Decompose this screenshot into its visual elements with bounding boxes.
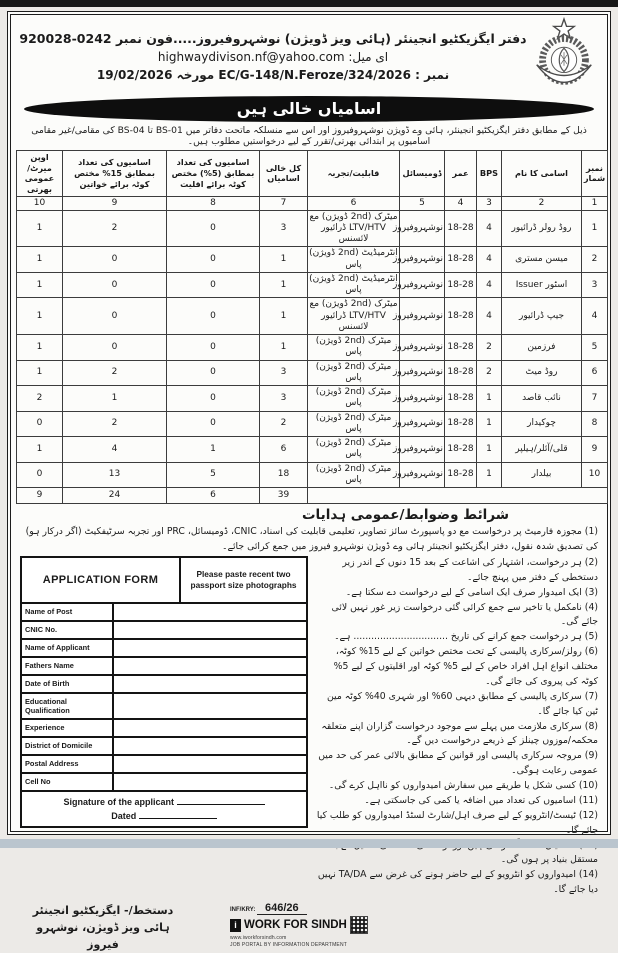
term-item: مستقل بنیاد پر ہوں گی۔ [500, 854, 598, 866]
table-cell: 2 [260, 411, 308, 437]
table-row [17, 462, 608, 488]
table-row [17, 210, 608, 247]
table-cell: میٹرک (2nd ڈویژن) پاس [308, 411, 400, 437]
table-cell: میٹرک (2nd ڈویژن) پاس [308, 335, 400, 361]
form-field-input [114, 756, 306, 772]
table-cell: نوشہروفیروز [400, 210, 445, 247]
table-cell: 1 [477, 437, 502, 463]
form-field-input [114, 738, 306, 754]
col-header-women-quota: اسامیوں کی تعداد بمطابق 15% مختص کوٹہ برائے خواتین [63, 151, 167, 197]
table-row [17, 335, 608, 361]
table-row [17, 247, 608, 273]
col-header-qualification: قابلیت/تجربہ [308, 151, 400, 197]
column-number: 10 [17, 196, 63, 210]
term-item: (10) کسی شکل یا طریقے میں سفارش امیدواروں کو نااہل کرے گی۔ [328, 780, 598, 792]
form-field-label: Educational Qualification [22, 694, 114, 718]
column-number: 2 [502, 196, 582, 210]
table-cell: 1 [477, 462, 502, 488]
form-field-label: Postal Address [22, 756, 114, 772]
form-field-input [114, 640, 306, 656]
table-cell: فرزمین [502, 335, 582, 361]
column-number: 4 [445, 196, 477, 210]
signature-section [22, 790, 306, 826]
term-item: (3) ایک امیدوار صرف ایک اسامی کے لیے درخواست دے سکتا ہے۔ [345, 586, 598, 598]
table-cell: 0 [167, 247, 260, 273]
table-cell: 1 [260, 272, 308, 298]
table-cell: نوشہروفیروز [400, 247, 445, 273]
vacancy-banner: اسامیاں خالی ہیں [24, 96, 594, 122]
ad-frame [7, 11, 611, 952]
form-field-row [22, 620, 306, 638]
table-cell: 0 [63, 298, 167, 335]
form-field-row [22, 602, 306, 620]
table-cell: روڈ میٹ [502, 360, 582, 386]
form-field-row [22, 674, 306, 692]
sindh-emblem-icon [528, 18, 600, 94]
table-cell: نوشہروفیروز [400, 272, 445, 298]
office-title-line: دفتر ایگزیکٹیو انجینئر (ہائی ویز ڈویژن) نوشہروفیروز.....فون نمبر 0242-920028 [19, 30, 527, 46]
table-cell: 0 [167, 335, 260, 361]
form-field-label: Cell No [22, 774, 114, 790]
column-number: 3 [477, 196, 502, 210]
table-cell: میٹرک (2nd ڈویژن) مع LTV/HTV ڈرائیور لائسنس [308, 298, 400, 335]
table-cell: نوشہروفیروز [400, 411, 445, 437]
table-cell: 0 [63, 272, 167, 298]
table-cell: 1 [17, 247, 63, 273]
col-header-open-merit: اوپن میرٹ/عمومی بھرتی [17, 151, 63, 197]
column-number: 8 [167, 196, 260, 210]
ad-footer [14, 898, 604, 953]
table-cell: 1 [17, 335, 63, 361]
table-cell: 1 [17, 437, 63, 463]
table-cell: 18-28 [445, 411, 477, 437]
intro-text: ذیل کے مطابق دفتر ایگزیکٹیو انجینئر، ہائی وے ڈویژن نوشہروفیروز اور اس سے منسلکہ ماتحت دفاتر میں BS-01 تا BS-04 کی مقامی/غیر مقامی اسامیوں پر ابتدائی بھرتی/تقرر کے لیے درخواستیں مطلوب ہیں۔ [31, 125, 587, 147]
table-cell: 2 [63, 411, 167, 437]
table-cell: 1 [17, 360, 63, 386]
table-cell: 0 [167, 386, 260, 412]
term-item: (6) رولز/سرکاری پالیسی کے تحت مختص خواتین کے لیے 15% کوٹہ، مختلف انواع اہل افراد خاص کے لیے 5% کوٹہ اور اقلیتوں کے لیے 5% کوٹہ کی پیروی کی جائے گی۔ [333, 646, 598, 687]
table-cell: 0 [167, 411, 260, 437]
form-field-row [22, 656, 306, 674]
form-field-input [114, 720, 306, 736]
col-header-total-vacancies: کل خالی اسامیاں [260, 151, 308, 197]
column-number: 7 [260, 196, 308, 210]
term-item: (7) سرکاری پالیسی کے مطابق دیہی 60% اور شہری 40% کوٹہ مین ٹین کیا جائے گا۔ [326, 690, 598, 717]
table-row [17, 411, 608, 437]
dated-blank-line [139, 810, 217, 819]
table-cell: 1 [63, 386, 167, 412]
table-cell: میٹرک (2nd ڈویژن) پاس [308, 386, 400, 412]
table-cell: 0 [63, 335, 167, 361]
table-row [17, 298, 608, 335]
table-cell: 1 [17, 298, 63, 335]
photo-instruction-box: Please paste recent two passport size photographs [190, 568, 297, 590]
table-cell: 3 [260, 360, 308, 386]
signature-blank-line [177, 796, 265, 805]
table-cell: میٹرک (2nd ڈویژن) پاس [308, 462, 400, 488]
col-header-minority-quota: اسامیوں کی تعداد بمطابق (5%) مختص کوٹہ برائے اقلیت [167, 151, 260, 197]
table-cell: 1 [260, 298, 308, 335]
office-header [14, 17, 604, 94]
table-cell: نوشہروفیروز [400, 335, 445, 361]
table-cell: 18 [260, 462, 308, 488]
table-cell-total: 6 [167, 488, 260, 504]
table-cell: 18-28 [445, 210, 477, 247]
form-field-label: Experience [22, 720, 114, 736]
table-cell: انٹرمیڈیٹ (2nd ڈویژن) پاس [308, 272, 400, 298]
table-cell-total: 39 [260, 488, 308, 504]
term-item: (4) نامکمل یا تاخیر سے جمع کرائی گئی درخواست زیر غور نہیں لائی جائے گی۔ [331, 601, 598, 628]
form-field-input [114, 622, 306, 638]
signatory-block [28, 902, 178, 953]
form-field-input [114, 676, 306, 692]
table-cell: 2 [477, 360, 502, 386]
table-cell: 18-28 [445, 386, 477, 412]
table-totals-row [17, 488, 608, 504]
table-cell: 0 [167, 360, 260, 386]
form-title: APPLICATION FORM [22, 558, 181, 602]
work-for-sindh-i-icon: i [230, 919, 241, 932]
table-header-row [17, 151, 608, 197]
table-cell: 0 [63, 247, 167, 273]
table-cell: 2 [477, 335, 502, 361]
form-field-label: Fathers Name [22, 658, 114, 674]
table-cell: 1 [17, 272, 63, 298]
table-cell: 0 [17, 462, 63, 488]
form-field-row [22, 692, 306, 718]
form-field-input [114, 604, 306, 620]
table-cell: 3 [582, 272, 608, 298]
reference-number-line: نمبر : EC/G-148/N.Feroze/324/2026 مورخہ 19/02/2026 [96, 67, 450, 82]
office-header-lines [18, 29, 528, 84]
form-field-input [114, 694, 306, 718]
column-number: 5 [400, 196, 445, 210]
table-cell: 18-28 [445, 462, 477, 488]
table-cell: 2 [63, 210, 167, 247]
form-field-label: Name of Post [22, 604, 114, 620]
table-cell: 4 [582, 298, 608, 335]
table-cell: میسن مستری [502, 247, 582, 273]
column-number: 9 [63, 196, 167, 210]
signature-label: Signature of the applicant [63, 796, 174, 807]
table-cell: 10 [582, 462, 608, 488]
table-cell: جیپ ڈرائیور [502, 298, 582, 335]
application-form [20, 556, 308, 828]
table-cell: 4 [477, 298, 502, 335]
table-cell: 0 [167, 272, 260, 298]
vacancy-table [16, 150, 608, 504]
table-cell: 5 [582, 335, 608, 361]
table-cell: 18-28 [445, 272, 477, 298]
table-cell: 1 [477, 386, 502, 412]
table-cell: 1 [260, 247, 308, 273]
form-field-input [114, 774, 306, 790]
qr-code-icon [350, 916, 368, 934]
table-cell: 3 [260, 386, 308, 412]
table-cell: 7 [582, 386, 608, 412]
table-row [17, 437, 608, 463]
table-cell: 5 [167, 462, 260, 488]
table-row [17, 386, 608, 412]
table-cell: نوشہروفیروز [400, 386, 445, 412]
term-item: (1) مجوزہ فارمیٹ پر درخواست مع دو پاسپورٹ سائز تصاویر، تعلیمی قابلیت کی اسناد، CNIC، ڈومیسائل، PRC اور تجربہ سرٹیفکیٹ (اگر درکار ہو) کی تصدیق شدہ نقول، دفتر ایگزیکٹیو انجینئر ہائی وے ڈویژن نوشہرو فیروز میں جمع کرائی جائے۔ [25, 526, 598, 552]
work-for-sindh-text: WORK FOR SINDH [244, 919, 347, 932]
term-item: (11) اسامیوں کی تعداد میں اضافہ یا کمی کی جاسکتی ہے۔ [364, 794, 598, 806]
signatory-office: ہائی ویز ڈویژن، نوشہرو فیروز [36, 921, 170, 952]
table-cell: 13 [63, 462, 167, 488]
table-cell-total: 9 [17, 488, 63, 504]
inf-number-line [230, 902, 368, 914]
form-field-label: Name of Applicant [22, 640, 114, 656]
table-cell: 8 [582, 411, 608, 437]
table-cell: نوشہروفیروز [400, 298, 445, 335]
term-item: (5) ہر درخواست جمع کرانے کی تاریخ ................................ ہے۔ [334, 631, 598, 643]
table-cell: 0 [167, 298, 260, 335]
table-cell: 1 [167, 437, 260, 463]
form-field-row [22, 772, 306, 790]
table-cell: نوشہروفیروز [400, 437, 445, 463]
term-item: (2) ہر درخواست، اشتہار کی اشاعت کے بعد 15 دنوں کے اندر زیر دستخطی کے دفتر میں پہنچ جائے۔ [342, 556, 598, 583]
table-cell-total: 24 [63, 488, 167, 504]
table-row [17, 360, 608, 386]
table-cell: 2 [582, 247, 608, 273]
table-cell: میٹرک (2nd ڈویژن) پاس [308, 360, 400, 386]
col-header-post-name: اسامی کا نام [502, 151, 582, 197]
form-field-row [22, 736, 306, 754]
col-header-age: عمر [445, 151, 477, 197]
table-cell: 18-28 [445, 437, 477, 463]
term-item: (8) سرکاری ملازمت میں پہلے سے موجود درخواست گزاران اپنے متعلقہ محکمہ/موزوں چینلز کے ذریعے درخواست دیں گے۔ [321, 720, 598, 747]
table-cell: 18-28 [445, 360, 477, 386]
signatory-title: دستخط/- ایگزیکٹیو انجینئر [32, 904, 174, 918]
inf-label: INF/KRY: [230, 907, 256, 914]
table-cell: 18-28 [445, 298, 477, 335]
terms-heading: شرائط وضوابط/عمومی ہدایات [301, 507, 509, 524]
form-field-row [22, 754, 306, 772]
table-cell: میٹرک (2nd ڈویژن) مع LTV/HTV ڈرائیور لائسنس [308, 210, 400, 247]
table-cell: 6 [582, 360, 608, 386]
table-cell: 4 [477, 210, 502, 247]
table-cell: 0 [167, 210, 260, 247]
table-cell: 4 [477, 247, 502, 273]
table-cell: 3 [260, 210, 308, 247]
table-cell: 18-28 [445, 335, 477, 361]
form-field-label: CNIC No. [22, 622, 114, 638]
table-cell: اسٹور Issuer [502, 272, 582, 298]
table-cell: میٹرک (2nd ڈویژن) پاس [308, 437, 400, 463]
form-field-label: Date of Birth [22, 676, 114, 692]
table-cell: نوشہروفیروز [400, 360, 445, 386]
table-cell: 1 [582, 210, 608, 247]
table-cell: 1 [17, 210, 63, 247]
term-item: (12) ٹیسٹ/انٹرویو کے لیے صرف اہل/شارٹ لسٹڈ امیدواروں کو طلب کیا جائے گا۔ [316, 809, 598, 836]
form-field-row [22, 718, 306, 736]
col-header-domicile: ڈومیسائل [400, 151, 445, 197]
table-cell: 0 [17, 411, 63, 437]
table-cell: 2 [63, 360, 167, 386]
table-cell: انٹرمیڈیٹ (2nd ڈویژن) پاس [308, 247, 400, 273]
col-header-bps: BPS [477, 151, 502, 197]
term-item: (9) مروجہ سرکاری پالیسی اور قوانین کے مطابق بالائی عمر کی حد میں عمومی رعایت ہوگی۔ [318, 750, 598, 777]
work-for-sindh-site: www.iworkforsindh.com [230, 935, 287, 942]
table-cell: قلی/آئلر/ہیلپر [502, 437, 582, 463]
table-cell: 1 [477, 411, 502, 437]
newspaper-bottom-strip [0, 839, 618, 848]
work-for-sindh-logo [230, 916, 368, 934]
form-field-label: District of Domicile [22, 738, 114, 754]
inf-number: 646/26 [257, 902, 307, 915]
form-field-row [22, 638, 306, 656]
table-cell: 9 [582, 437, 608, 463]
table-cell: 1 [260, 335, 308, 361]
dated-label: Dated [111, 810, 137, 821]
table-cell-empty [308, 488, 608, 504]
column-number: 6 [308, 196, 400, 210]
table-cell: نائب قاصد [502, 386, 582, 412]
inf-block [230, 902, 368, 948]
term-item: (14) امیدواروں کو انٹرویو کے لیے حاضر ہونے کی غرض سے TA/DA نہیں دیا جائے گا۔ [317, 869, 598, 896]
table-row [17, 272, 608, 298]
table-cell: 6 [260, 437, 308, 463]
table-cell: روڈ رولر ڈرائیور [502, 210, 582, 247]
form-field-input [114, 658, 306, 674]
newspaper-top-strip [0, 0, 618, 7]
table-cell: 4 [63, 437, 167, 463]
work-for-sindh-portal-note: JOB PORTAL BY INFORMATION DEPARTMENT [230, 942, 348, 949]
table-cell: 18-28 [445, 247, 477, 273]
col-header-serial: نمبر شمار [582, 151, 608, 197]
table-cell: 4 [477, 272, 502, 298]
table-cell: بیلدار [502, 462, 582, 488]
table-cell: چوکیدار [502, 411, 582, 437]
column-number: 1 [582, 196, 608, 210]
table-cell: نوشہروفیروز [400, 462, 445, 488]
column-number-row [17, 196, 608, 210]
table-cell: 2 [17, 386, 63, 412]
email-line: ای میل: highwaydivison.nf@yahoo.com [157, 49, 389, 64]
